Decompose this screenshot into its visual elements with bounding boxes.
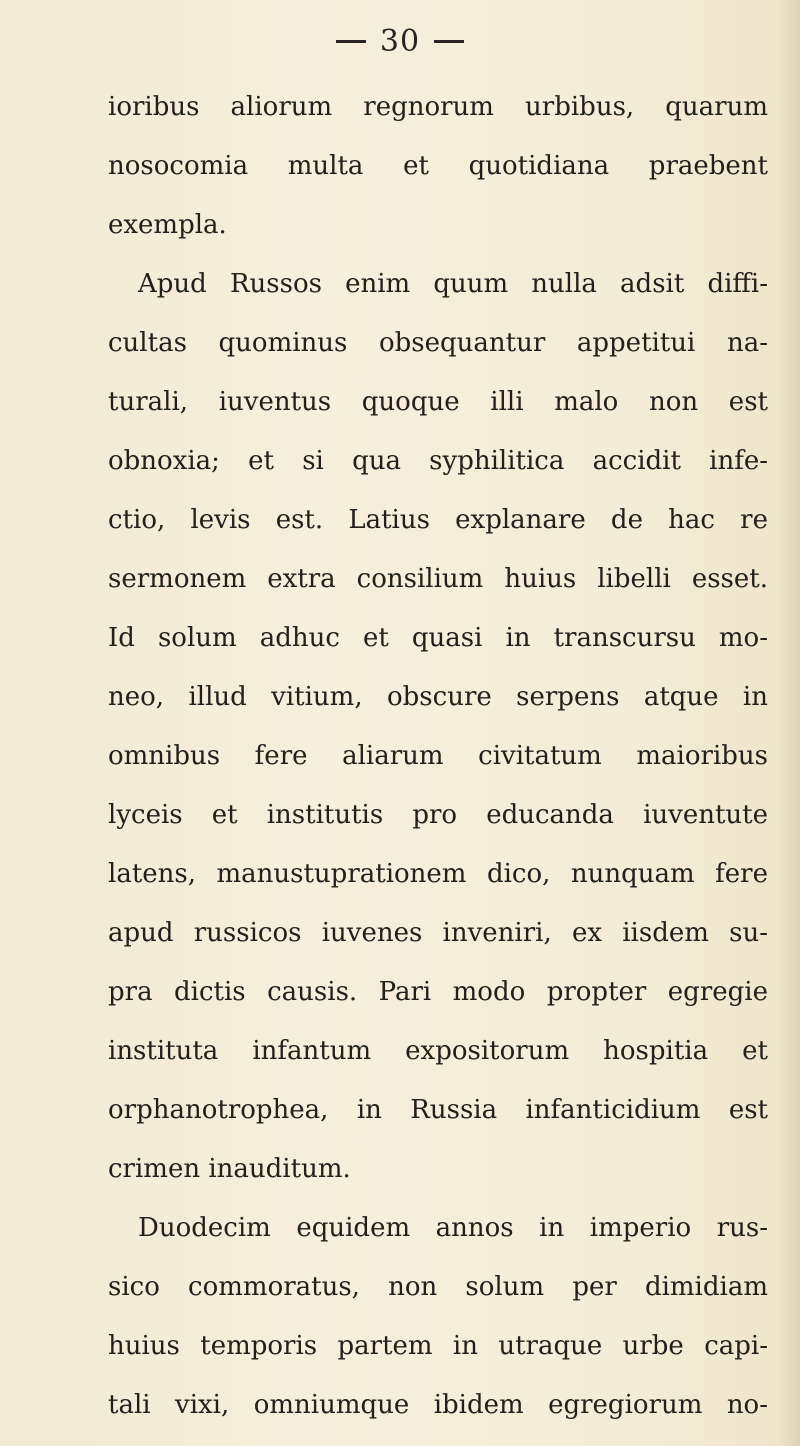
text-line: pra dictis causis. Pari modo propter egregie xyxy=(108,977,768,1007)
text-line: tali vixi, omniumque ibidem egregiorum no- xyxy=(108,1390,768,1420)
text-line: huius temporis partem in utraque urbe capi- xyxy=(108,1331,768,1361)
text-line: lyceis et institutis pro educanda iuventute xyxy=(108,800,768,830)
header-dash-right xyxy=(434,40,464,43)
text-line: ioribus aliorum regnorum urbibus, quarum xyxy=(108,92,768,122)
text-line: instituta infantum expositorum hospitia et xyxy=(108,1036,768,1066)
text-line: ctio, levis est. Latius explanare de hac re xyxy=(108,505,768,535)
paragraph-start-line: Apud Russos enim quum nulla adsit diffi- xyxy=(138,269,768,299)
text-line: sico commoratus, non solum per dimidiam xyxy=(108,1272,768,1302)
text-line: latens, manustuprationem dico, nunquam fere xyxy=(108,859,768,889)
page-header xyxy=(0,22,800,59)
text-line: orphanotrophea, in Russia infanticidium est xyxy=(108,1095,768,1125)
text-line: Id solum adhuc et quasi in transcursu mo- xyxy=(108,623,768,653)
page-number: 30 xyxy=(379,23,421,59)
text-line: omnibus fere aliarum civitatum maioribus xyxy=(108,741,768,771)
text-line: neo, illud vitium, obscure serpens atque in xyxy=(108,682,768,712)
text-line: nosocomia multa et quotidiana praebent xyxy=(108,151,768,181)
text-line: turali, iuventus quoque illi malo non est xyxy=(108,387,768,417)
text-line: exempla. xyxy=(108,210,227,240)
text-line: cultas quominus obsequantur appetitui na- xyxy=(108,328,768,358)
paragraph-start-line: Duodecim equidem annos in imperio rus- xyxy=(138,1213,768,1243)
text-line: obnoxia; et si qua syphilitica accidit infe- xyxy=(108,446,768,476)
text-line: crimen inauditum. xyxy=(108,1154,351,1184)
header-dash-left xyxy=(336,40,366,43)
text-line: sermonem extra consilium huius libelli esset. xyxy=(108,564,768,594)
text-line: apud russicos iuvenes inveniri, ex iisdem su- xyxy=(108,918,768,948)
